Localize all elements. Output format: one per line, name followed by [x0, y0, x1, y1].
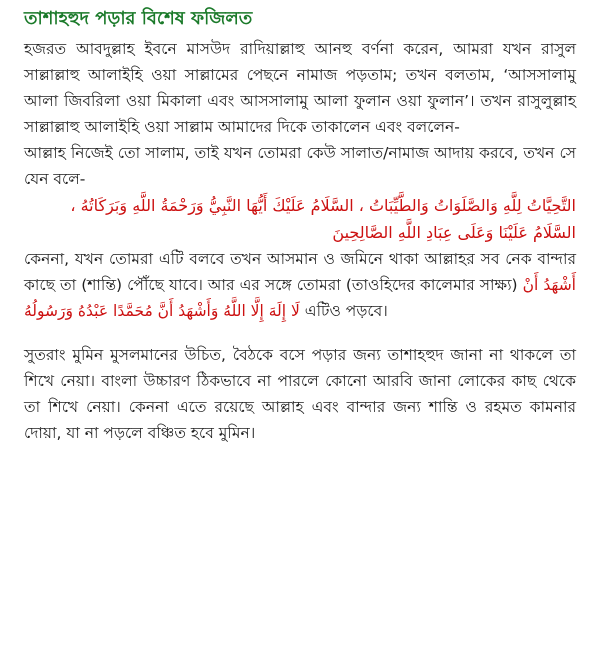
- paragraph-conclusion: সুতরাং মুমিন মুসলমানের উচিত, বৈঠকে বসে পড়ার জন্য তাশাহহুদ জানা না থাকলে তা শিখে নেয়া। বাংলা উচ্চারণ ঠিকভাবে না পারলে কোনো আরবি জানা লোকের কাছ থেকে তা শিখে নেয়া। কেননা এতে রয়েছে আল্লাহ এবং বান্দার জন্য শান্তি ও রহমত কামনার দোয়া, যা না পড়লে বঞ্চিত হবে মুমিন।: [24, 346, 576, 442]
- arabic-tashahhud: التَّحِيَّاتُ لِلَّهِ وَالصَّلَوَاتُ وَالطَّيِّبَاتُ ، السَّلَامُ عَلَيْكَ أَيُّهَا النَّبِيُّ وَرَحْمَةُ اللَّهِ وَبَرَكَاتُهُ ، السَّلَامُ عَلَيْنَا وَعَلَى عِبَادِ اللَّهِ الصَّالِحِينَ: [70, 196, 576, 242]
- paragraph-benefit: [24, 246, 576, 324]
- paragraph-benefit-text: কেননা, যখন তোমরা এটি বলবে তখন আসমান ও জমিনে থাকা আল্লাহর সব নেক বান্দার কাছে তা (শান্তি) পৌঁছে যাবে। আর এর সঙ্গে তোমরা (তাওহিদের কালেমার সাক্ষ্য): [24, 250, 576, 294]
- article-title: তাশাহহুদ পড়ার বিশেষ ফজিলত: [24, 8, 253, 29]
- paragraph-instruction: আল্লাহ নিজেই তো সালাম, তাই যখন তোমরা কেউ সালাত/নামাজ আদায় করবে, তখন সে যেন বলে-: [24, 144, 576, 188]
- paragraph-gap: [24, 324, 576, 342]
- paragraph-narration: হজরত আবদুল্লাহ ইবনে মাসউদ রাদিয়াল্লাহু আনহু বর্ণনা করেন, আমরা যখন রাসুল সাল্লাল্লাহু আলাইহি ওয়া সাল্লামের পেছনে নামাজ পড়তাম; তখন বলতাম, ‘আসসালামু আলা জিবরিলা ওয়া মিকালা এবং আসসালামু আলা ফুলান ওয়া ফুলান’। তখন রাসুলুল্লাহ সাল্লাল্লাহু আলাইহি ওয়া সাল্লাম আমাদের দিকে তাকালেন এবং বললেন-: [24, 40, 576, 136]
- paragraph-benefit-end: এটিও পড়বে।: [299, 302, 388, 320]
- arabic-shahada: أَشْهَدُ أَنْ لَا إِلَهَ إِلَّا اللَّهُ وَأَشْهَدُ أَنَّ مُحَمَّدًا عَبْدُهُ وَرَسُولُهُ: [24, 276, 576, 320]
